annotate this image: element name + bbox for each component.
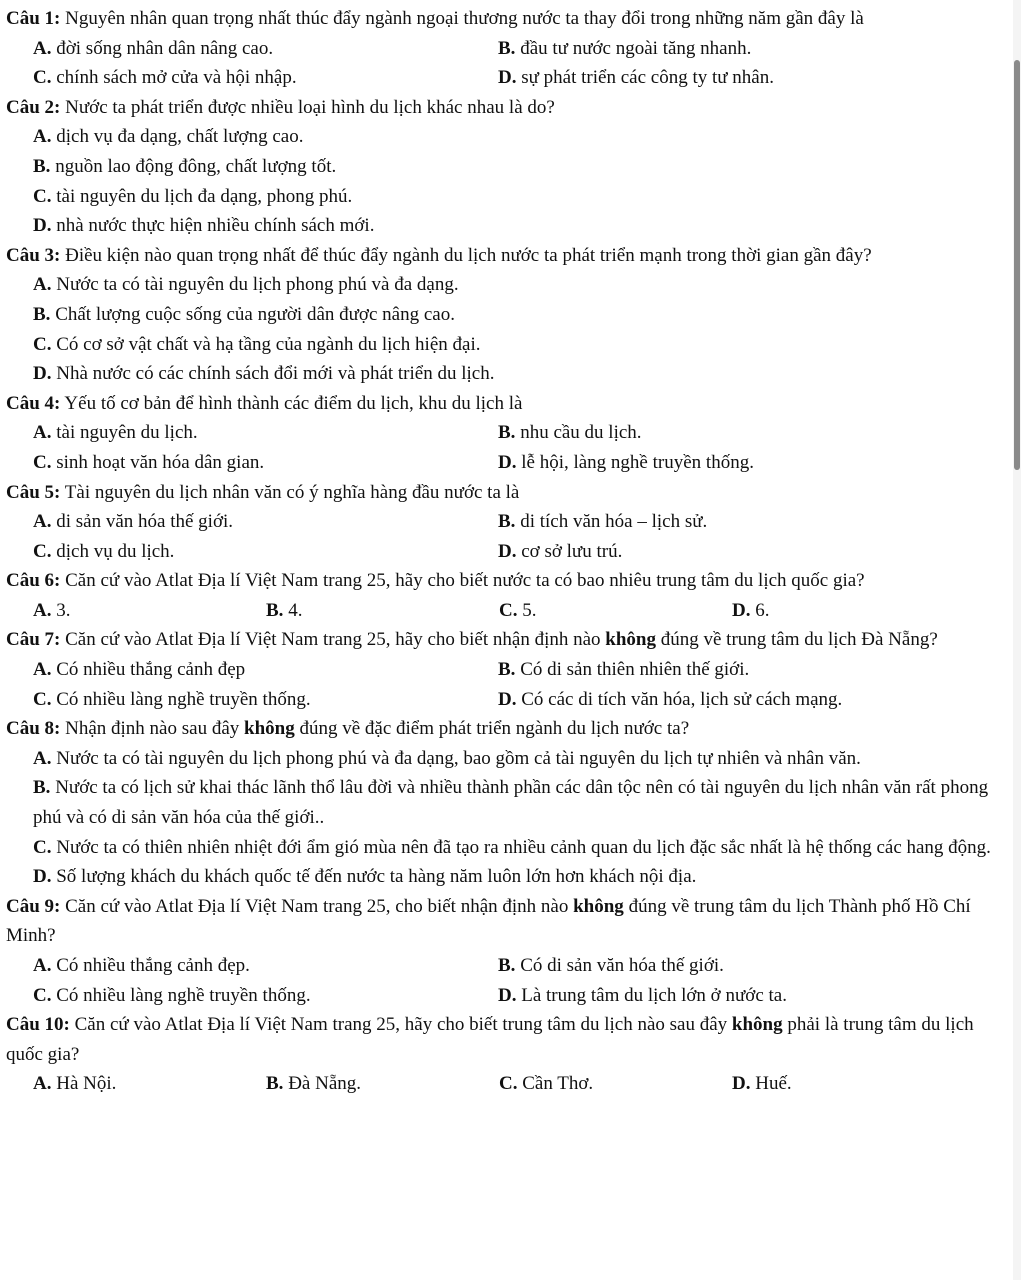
answer-option-b[interactable] xyxy=(266,596,499,626)
option-text: đầu tư nước ngoài tăng nhanh. xyxy=(515,37,752,59)
options-row xyxy=(33,418,996,448)
options-row xyxy=(33,951,996,981)
options-row xyxy=(33,981,996,1011)
option-text: đời sống nhân dân nâng cao. xyxy=(51,37,274,59)
option-text: nhà nước thực hiện nhiều chính sách mới. xyxy=(51,215,375,237)
option-key: B. xyxy=(498,659,516,681)
answer-option-c[interactable] xyxy=(33,833,996,863)
option-text: Có các di tích văn hóa, lịch sử cách mạng. xyxy=(516,688,843,710)
option-text: Chất lượng cuộc sống của người dân được nâng cao. xyxy=(50,303,455,325)
question-6 xyxy=(6,566,996,625)
answer-option-d[interactable] xyxy=(33,862,996,892)
answer-option-d[interactable] xyxy=(498,685,963,715)
option-text: 5. xyxy=(517,599,537,621)
question-4 xyxy=(6,389,996,478)
answer-option-a[interactable] xyxy=(33,122,996,152)
answer-option-d[interactable] xyxy=(498,448,963,478)
option-text: Nước ta có thiên nhiên nhiệt đới ẩm gió mùa nên đã tạo ra nhiều cảnh quan du lịch đặc sắc nhất là hệ thống các hang động. xyxy=(51,836,991,858)
option-text: di tích văn hóa – lịch sử. xyxy=(515,511,708,533)
answer-option-b[interactable] xyxy=(33,773,996,832)
option-text: Có nhiều thắng cảnh đẹp xyxy=(51,659,246,681)
option-key: A. xyxy=(33,422,52,444)
option-key: D. xyxy=(498,540,517,562)
option-key: C. xyxy=(33,185,52,207)
question-label: Câu 9: xyxy=(6,895,61,917)
options-row xyxy=(33,537,996,567)
answer-option-d[interactable] xyxy=(732,596,965,626)
answer-option-a[interactable] xyxy=(33,1069,266,1099)
question-stem xyxy=(6,389,996,419)
options-row xyxy=(33,596,996,626)
question-label: Câu 3: xyxy=(6,244,61,266)
option-text: dịch vụ đa dạng, chất lượng cao. xyxy=(51,126,304,148)
option-text: nguồn lao động đông, chất lượng tốt. xyxy=(50,155,337,177)
answer-option-c[interactable] xyxy=(33,63,498,93)
option-text: Huế. xyxy=(750,1073,792,1095)
option-text: chính sách mở cửa và hội nhập. xyxy=(51,67,297,89)
answer-options xyxy=(6,1069,996,1099)
option-key: C. xyxy=(33,540,52,562)
answer-option-d[interactable] xyxy=(732,1069,965,1099)
option-key: C. xyxy=(33,333,52,355)
answer-option-b[interactable] xyxy=(33,152,996,182)
options-row xyxy=(33,685,996,715)
question-7 xyxy=(6,625,996,714)
question-text: Căn cứ vào Atlat Địa lí Việt Nam trang 25, hãy cho biết nước ta có bao nhiêu trung tâm du lịch quốc gia? xyxy=(60,570,865,592)
option-text: Có nhiều làng nghề truyền thống. xyxy=(51,688,311,710)
answer-option-a[interactable] xyxy=(33,744,996,774)
answer-option-a[interactable] xyxy=(33,951,498,981)
answer-option-b[interactable] xyxy=(498,34,963,64)
answer-option-d[interactable] xyxy=(498,981,963,1011)
option-key: C. xyxy=(33,688,52,710)
question-2 xyxy=(6,93,996,241)
option-key: C. xyxy=(499,599,518,621)
option-key: B. xyxy=(498,37,516,59)
answer-option-a[interactable] xyxy=(33,34,498,64)
option-text: Có nhiều làng nghề truyền thống. xyxy=(51,984,311,1006)
option-key: A. xyxy=(33,599,52,621)
answer-option-c[interactable] xyxy=(33,182,996,212)
question-stem xyxy=(6,478,996,508)
option-key: D. xyxy=(498,451,517,473)
answer-options xyxy=(6,744,996,892)
answer-option-b[interactable] xyxy=(498,951,963,981)
question-stem xyxy=(6,4,996,34)
question-text: Nước ta phát triển được nhiều loại hình du lịch khác nhau là do? xyxy=(60,96,555,118)
answer-option-c[interactable] xyxy=(33,537,498,567)
question-8 xyxy=(6,714,996,892)
option-text: Có di sản thiên nhiên thế giới. xyxy=(515,659,750,681)
answer-option-c[interactable] xyxy=(33,448,498,478)
question-1 xyxy=(6,4,996,93)
question-stem xyxy=(6,1010,996,1069)
option-text: Có nhiều thắng cảnh đẹp. xyxy=(51,955,250,976)
question-label: Câu 4: xyxy=(6,392,61,414)
option-text: cơ sở lưu trú. xyxy=(516,540,623,562)
option-text: sinh hoạt văn hóa dân gian. xyxy=(51,451,265,473)
answer-option-c[interactable] xyxy=(33,330,996,360)
answer-option-a[interactable] xyxy=(33,507,498,537)
question-stem xyxy=(6,93,996,123)
option-text: Nhà nước có các chính sách đổi mới và phát triển du lịch. xyxy=(51,363,495,385)
option-key: A. xyxy=(33,747,52,769)
question-text-before: Căn cứ vào Atlat Địa lí Việt Nam trang 25, hãy cho biết nhận định nào xyxy=(60,629,606,651)
option-key: B. xyxy=(33,155,51,177)
answer-options xyxy=(6,951,996,1010)
answer-option-d[interactable] xyxy=(33,359,996,389)
question-label: Câu 1: xyxy=(6,8,61,29)
option-text: Cần Thơ. xyxy=(517,1073,594,1095)
scrollbar-thumb[interactable] xyxy=(1014,60,1020,470)
option-key: B. xyxy=(266,599,284,621)
option-key: A. xyxy=(33,659,52,681)
question-text-before: Căn cứ vào Atlat Địa lí Việt Nam trang 25, hãy cho biết trung tâm du lịch nào sau đây xyxy=(69,1014,732,1036)
question-label: Câu 7: xyxy=(6,629,61,651)
option-text: Là trung tâm du lịch lớn ở nước ta. xyxy=(516,984,787,1006)
option-key: D. xyxy=(732,599,751,621)
question-stem xyxy=(6,714,996,744)
answer-option-b[interactable] xyxy=(498,507,963,537)
option-text: Số lượng khách du khách quốc tế đến nước ta hàng năm luôn lớn hơn khách nội địa. xyxy=(51,866,697,888)
option-key: A. xyxy=(33,37,52,59)
option-key: D. xyxy=(33,866,52,888)
answer-option-c[interactable] xyxy=(33,685,498,715)
answer-options xyxy=(6,655,996,714)
answer-options xyxy=(6,507,996,566)
question-stem xyxy=(6,892,996,951)
question-text: Yếu tố cơ bản để hình thành các điểm du lịch, khu du lịch là xyxy=(60,392,523,414)
question-text-after: đúng về trung tâm du lịch Đà Nẵng? xyxy=(655,629,938,651)
option-key: D. xyxy=(33,363,52,385)
option-key: B. xyxy=(498,511,516,533)
question-text-after: đúng về đặc điểm phát triển ngành du lịch nước ta? xyxy=(294,718,690,740)
option-text: Nước ta có tài nguyên du lịch phong phú và đa dạng, bao gồm cả tài nguyên du lịch tự nhiên và nhân văn. xyxy=(51,747,861,769)
option-key: D. xyxy=(498,67,517,89)
question-text-after: đúng về trung tâm du lịch Thành phố Hồ Chí Minh? xyxy=(6,895,971,947)
answer-option-b[interactable] xyxy=(266,1069,499,1099)
question-text-before: Nhận định nào sau đây xyxy=(60,718,245,740)
question-stem xyxy=(6,566,996,596)
option-key: C. xyxy=(33,984,52,1006)
question-3 xyxy=(6,241,996,389)
option-text: di sản văn hóa thế giới. xyxy=(51,511,234,533)
answer-option-b[interactable] xyxy=(498,655,963,685)
vertical-scrollbar[interactable] xyxy=(1013,0,1021,1280)
options-row xyxy=(33,1069,996,1099)
option-key: D. xyxy=(498,984,517,1006)
option-text: dịch vụ du lịch. xyxy=(51,540,175,562)
question-text: Tài nguyên du lịch nhân văn có ý nghĩa hàng đầu nước ta là xyxy=(60,481,520,503)
answer-option-a[interactable] xyxy=(33,418,498,448)
option-text: lễ hội, làng nghề truyền thống. xyxy=(516,451,754,473)
option-text: nhu cầu du lịch. xyxy=(515,422,642,444)
options-row xyxy=(33,655,996,685)
question-label: Câu 2: xyxy=(6,96,61,118)
options-row xyxy=(33,507,996,537)
answer-option-b[interactable] xyxy=(498,418,963,448)
options-row xyxy=(33,63,996,93)
answer-options xyxy=(6,270,996,388)
emphasis-word: không xyxy=(605,629,656,651)
option-text: sự phát triển các công ty tư nhân. xyxy=(516,67,774,89)
option-key: A. xyxy=(33,511,52,533)
option-key: C. xyxy=(499,1073,518,1095)
answer-option-c[interactable] xyxy=(499,1069,732,1099)
answer-options xyxy=(6,596,996,626)
answer-options xyxy=(6,122,996,240)
option-key: C. xyxy=(33,67,52,89)
question-label: Câu 6: xyxy=(6,570,61,592)
question-stem xyxy=(6,625,996,655)
answer-option-c[interactable] xyxy=(33,981,498,1011)
option-key: B. xyxy=(498,955,516,976)
option-key: A. xyxy=(33,126,52,148)
option-text: Đà Nẵng. xyxy=(283,1073,361,1095)
option-key: D. xyxy=(33,215,52,237)
quiz-page xyxy=(6,4,996,1099)
question-9 xyxy=(6,892,996,1010)
question-stem xyxy=(6,241,996,271)
option-text: Có di sản văn hóa thế giới. xyxy=(515,955,724,976)
option-text: Hà Nội. xyxy=(51,1073,117,1095)
option-text: Có cơ sở vật chất và hạ tầng của ngành du lịch hiện đại. xyxy=(51,333,481,355)
options-row xyxy=(33,448,996,478)
question-5 xyxy=(6,478,996,567)
option-key: C. xyxy=(33,451,52,473)
option-key: C. xyxy=(33,836,52,858)
option-key: B. xyxy=(33,777,51,799)
option-text: tài nguyên du lịch đa dạng, phong phú. xyxy=(51,185,353,207)
answer-option-c[interactable] xyxy=(499,596,732,626)
question-label: Câu 8: xyxy=(6,718,61,740)
option-key: B. xyxy=(33,303,51,325)
emphasis-word: không xyxy=(573,895,624,917)
option-key: A. xyxy=(33,955,52,976)
answer-option-a[interactable] xyxy=(33,655,498,685)
question-label: Câu 10: xyxy=(6,1014,70,1036)
question-text: Điều kiện nào quan trọng nhất để thúc đẩy ngành du lịch nước ta phát triển mạnh trong thời gian gần đây? xyxy=(60,244,872,266)
option-key: A. xyxy=(33,274,52,296)
answer-options xyxy=(6,34,996,93)
emphasis-word: không xyxy=(731,1014,783,1036)
option-key: B. xyxy=(266,1073,284,1095)
answer-option-b[interactable] xyxy=(33,300,996,330)
answer-option-a[interactable] xyxy=(33,596,266,626)
option-text: tài nguyên du lịch. xyxy=(51,422,198,444)
question-text-before: Căn cứ vào Atlat Địa lí Việt Nam trang 25, cho biết nhận định nào xyxy=(60,895,574,917)
option-text: Nước ta có lịch sử khai thác lãnh thổ lâu đời và nhiều thành phần các dân tộc nên có tài nguyên du lịch nhân văn rất phong phú và có di sản văn hóa của thế giới.. xyxy=(33,777,989,829)
option-key: D. xyxy=(732,1073,751,1095)
answer-option-a[interactable] xyxy=(33,270,996,300)
option-text: 3. xyxy=(51,599,71,621)
option-text: Nước ta có tài nguyên du lịch phong phú và đa dạng. xyxy=(51,274,459,296)
option-text: 4. xyxy=(283,599,303,621)
option-key: A. xyxy=(33,1073,52,1095)
answer-option-d[interactable] xyxy=(498,63,963,93)
option-key: D. xyxy=(498,688,517,710)
question-10 xyxy=(6,1010,996,1099)
option-key: B. xyxy=(498,422,516,444)
answer-option-d[interactable] xyxy=(498,537,963,567)
question-label: Câu 5: xyxy=(6,481,61,503)
question-text: Nguyên nhân quan trọng nhất thúc đẩy ngành ngoại thương nước ta thay đổi trong những năm gần đây là xyxy=(60,8,864,29)
answer-option-d[interactable] xyxy=(33,211,996,241)
emphasis-word: không xyxy=(244,718,295,740)
question-text-after: phải là trung tâm du lịch quốc gia? xyxy=(6,1014,974,1065)
answer-options xyxy=(6,418,996,477)
option-text: 6. xyxy=(750,599,770,621)
options-row xyxy=(33,34,996,64)
